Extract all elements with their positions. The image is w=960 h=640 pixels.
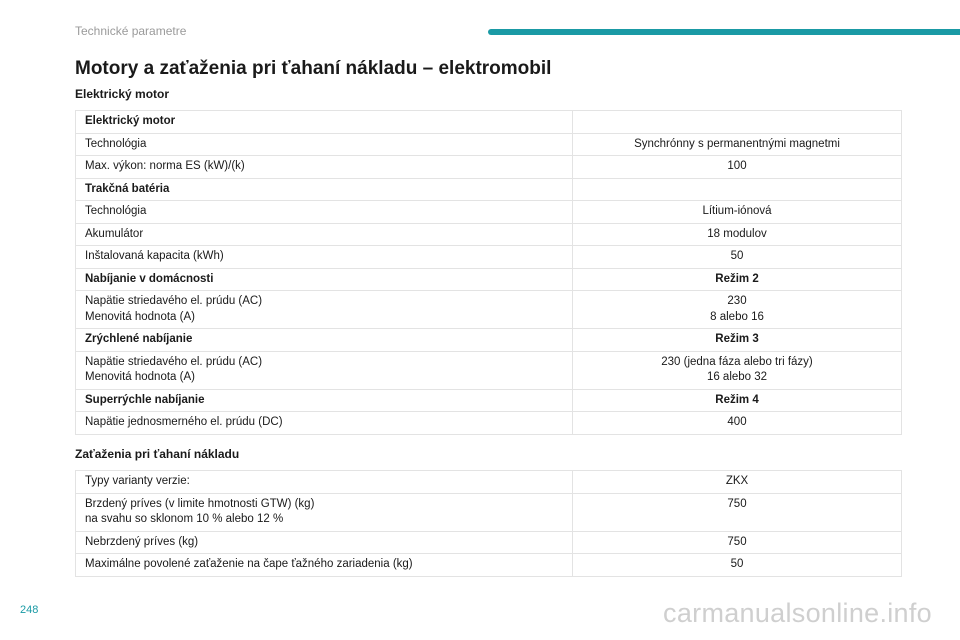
- row-value: Režim 2: [573, 268, 902, 291]
- table-row: [76, 156, 902, 179]
- row-label: [76, 351, 573, 389]
- electric-motor-table: [75, 110, 902, 435]
- row-value: Synchrónny s permanentnými magnetmi: [573, 133, 902, 156]
- table-row: [76, 531, 902, 554]
- table-row: [76, 111, 902, 134]
- page-title: Motory a zaťaženia pri ťahaní nákladu – elektromobil: [75, 58, 552, 79]
- table-row: [76, 389, 902, 412]
- row-value: 750: [573, 493, 902, 531]
- row-label-line: na svahu so sklonom 10 % alebo 12 %: [85, 513, 284, 525]
- row-value-line: 230: [727, 295, 747, 307]
- table-row: [76, 268, 902, 291]
- row-label: Elektrický motor: [76, 111, 573, 134]
- table-row: [76, 201, 902, 224]
- row-value: Režim 4: [573, 389, 902, 412]
- row-label: Trakčná batéria: [76, 178, 573, 201]
- row-label-line: Menovitá hodnota (A): [85, 371, 195, 383]
- row-value: [573, 351, 902, 389]
- table-row: [76, 246, 902, 269]
- row-label: Inštalovaná kapacita (kWh): [76, 246, 573, 269]
- table-row: [76, 493, 902, 531]
- row-value: 50: [573, 246, 902, 269]
- row-label: Zrýchlené nabíjanie: [76, 329, 573, 352]
- row-label: Nebrzdený príves (kg): [76, 531, 573, 554]
- table-row: [76, 329, 902, 352]
- row-value: Lítium-iónová: [573, 201, 902, 224]
- row-value: [573, 111, 902, 134]
- row-label-line: Napätie striedavého el. prúdu (AC): [85, 295, 263, 307]
- row-label: Napätie jednosmerného el. prúdu (DC): [76, 412, 573, 435]
- row-value: 100: [573, 156, 902, 179]
- page-number: 248: [20, 604, 39, 616]
- row-label: Typy varianty verzie:: [76, 471, 573, 494]
- section-title-towing-loads: Zaťaženia pri ťahaní nákladu: [75, 447, 240, 461]
- row-value: 400: [573, 412, 902, 435]
- row-label-line: Brzdený príves (v limite hmotnosti GTW) (kg): [85, 497, 315, 510]
- row-label: Max. výkon: norma ES (kW)/(k): [76, 156, 573, 179]
- row-value: 750: [573, 531, 902, 554]
- header-section-title: Technické parametre: [75, 24, 187, 38]
- table-row: [76, 554, 902, 577]
- table-row: [76, 291, 902, 329]
- row-label: Maximálne povolené zaťaženie na čape ťažného zariadenia (kg): [76, 554, 573, 577]
- table-row: [76, 412, 902, 435]
- watermark: carmanualsonline.info: [663, 598, 932, 628]
- row-value-line: 8 alebo 16: [710, 310, 764, 323]
- row-value-line: 16 alebo 32: [706, 371, 768, 383]
- row-value: 50: [573, 554, 902, 577]
- section-title-electric-motor: Elektrický motor: [75, 87, 170, 101]
- towing-loads-table: [75, 470, 902, 577]
- row-label: Technológia: [76, 133, 573, 156]
- row-value: 18 modulov: [573, 223, 902, 246]
- row-label: Nabíjanie v domácnosti: [76, 268, 573, 291]
- row-value-line: 230 (jedna fáza alebo tri fázy): [661, 355, 813, 368]
- row-label: Akumulátor: [76, 223, 573, 246]
- table-row: [76, 351, 902, 389]
- table-row: [76, 471, 902, 494]
- row-label: [76, 291, 573, 329]
- row-label: Superrýchle nabíjanie: [76, 389, 573, 412]
- row-value: [573, 178, 902, 201]
- table-row: [76, 223, 902, 246]
- row-label: [76, 493, 573, 531]
- table-row: [76, 178, 902, 201]
- row-label-line: Napätie striedavého el. prúdu (AC): [85, 355, 263, 368]
- header-accent-bar: [488, 29, 960, 35]
- row-value: ZKX: [573, 471, 902, 494]
- row-value: [573, 291, 902, 329]
- table-row: [76, 133, 902, 156]
- row-label: Technológia: [76, 201, 573, 224]
- row-value: Režim 3: [573, 329, 902, 352]
- row-label-line: Menovitá hodnota (A): [85, 310, 195, 323]
